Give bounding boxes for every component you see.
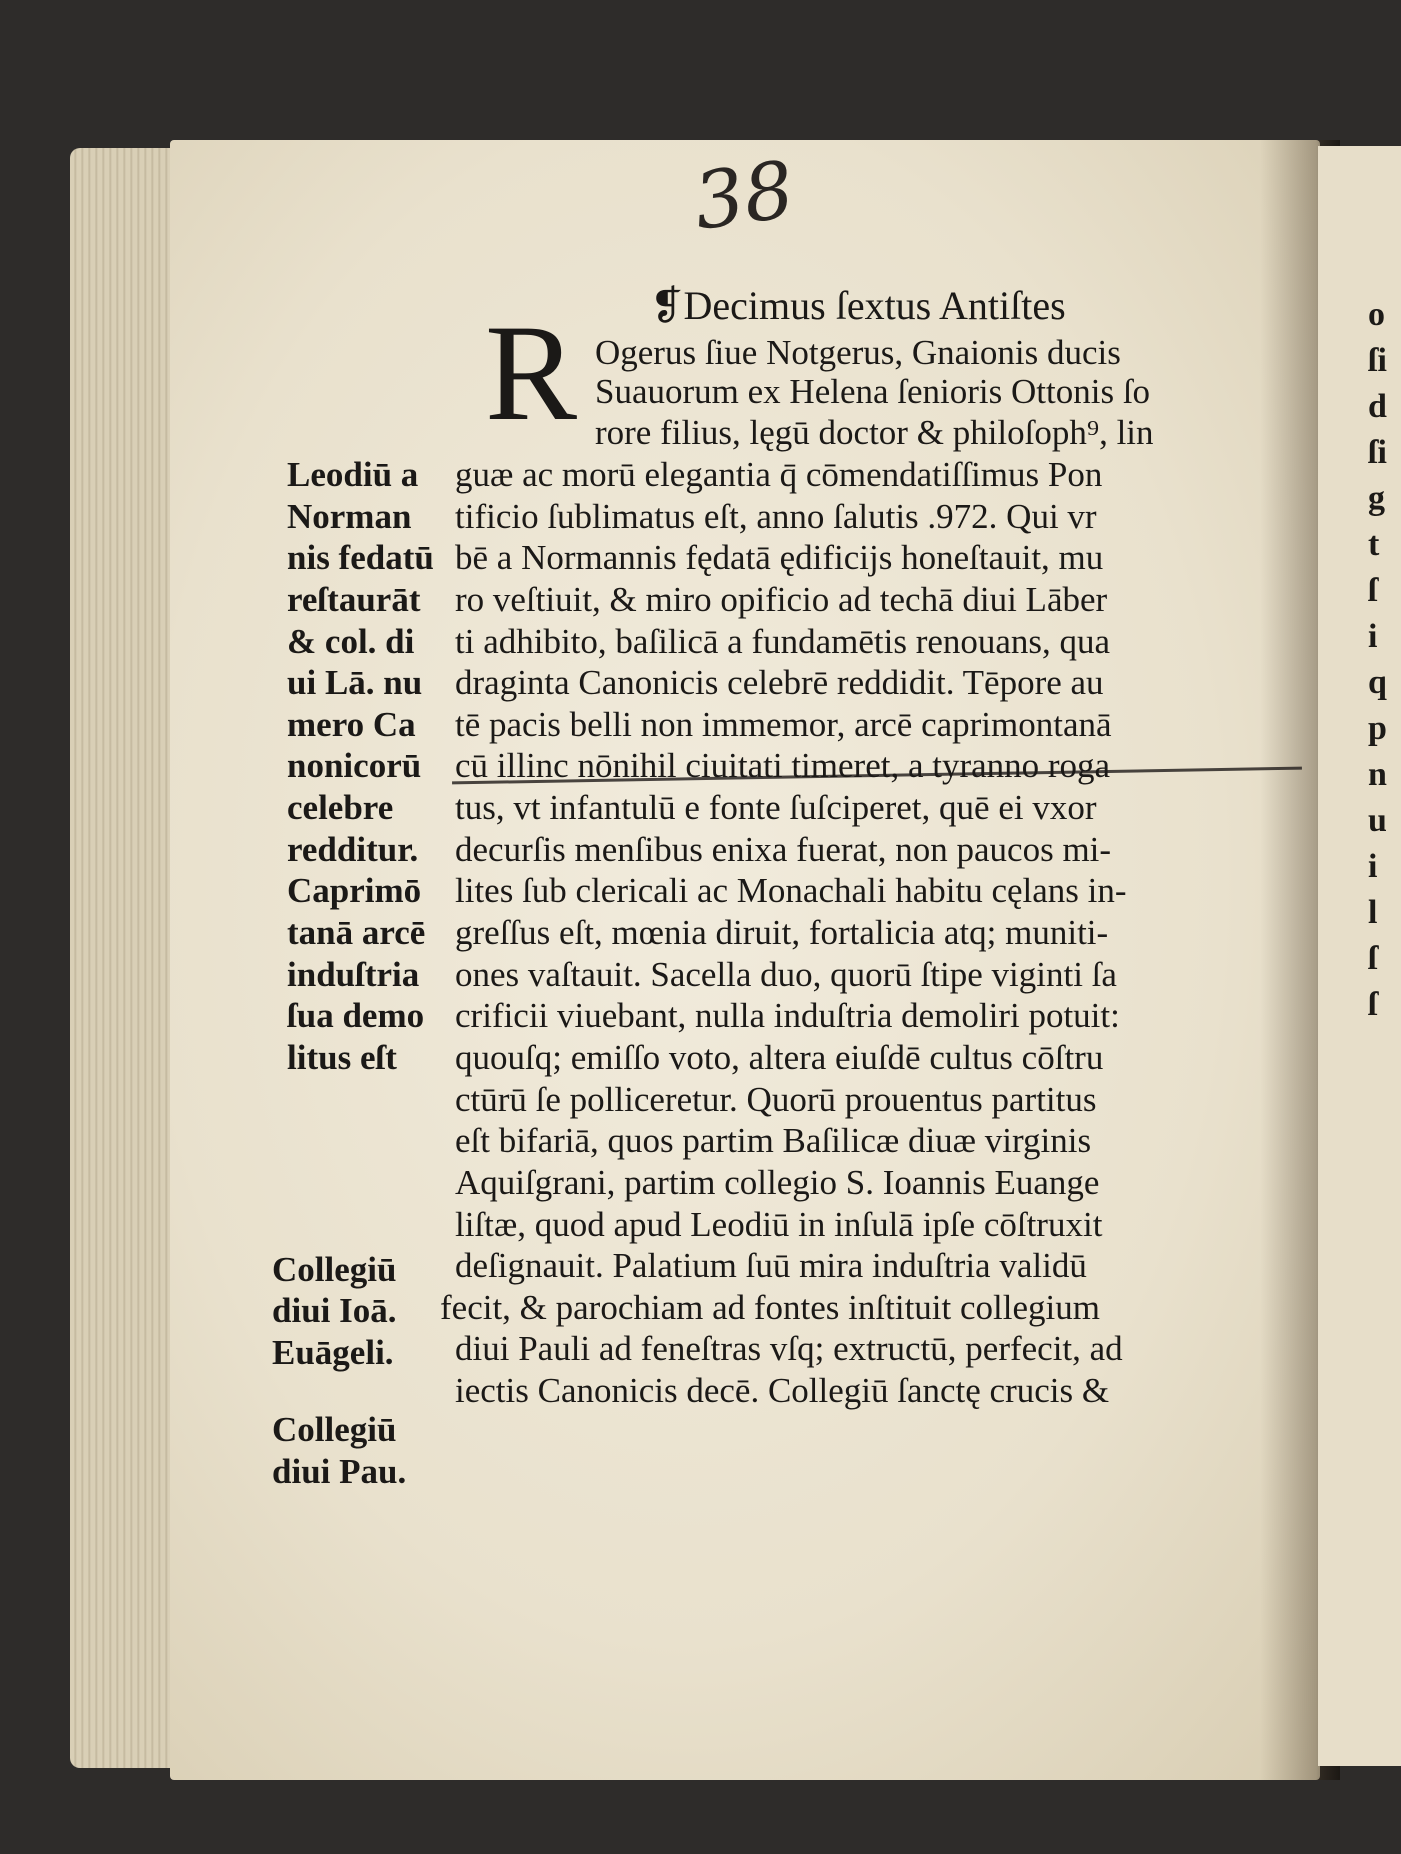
margin-note: Leodiū a <box>287 455 419 494</box>
next-page-fragment: ſi <box>1368 342 1387 379</box>
margin-note: diui Ioā. <box>272 1291 397 1330</box>
margin-note: diui Pau. <box>272 1452 407 1491</box>
margin-note: redditur. <box>287 830 419 869</box>
folio-number: 38 <box>688 145 800 248</box>
text-line: liſtæ, quod apud Leodiū in inſulā ipſe cōſtruxit <box>455 1205 1103 1244</box>
text-line: Suauorum ex Helena ſenioris Ottonis ſo <box>595 372 1151 411</box>
text-line: ti adhibito, baſilicā a fundamētis renouans, qua <box>455 622 1111 661</box>
text-line: deſignauit. Palatium ſuū mira induſtria validū <box>455 1246 1087 1285</box>
margin-note: mero Ca <box>287 705 416 744</box>
margin-note: litus eſt <box>287 1038 397 1077</box>
text-line: quouſq; emiſſo voto, altera eiuſdē cultus cōſtru <box>455 1038 1104 1077</box>
next-page-fragment: g <box>1368 480 1385 517</box>
next-page-fragment: i <box>1368 848 1378 885</box>
margin-note: Collegiū <box>272 1250 397 1289</box>
text-line: crificii viuebant, nulla induſtria demoliri potuit: <box>455 996 1120 1035</box>
next-page-fragment: n <box>1368 756 1387 793</box>
next-page-fragment: l <box>1368 894 1378 931</box>
next-page-fragment: p <box>1368 710 1387 747</box>
margin-note: ſua demo <box>287 996 425 1035</box>
next-page-fragment: d <box>1368 388 1387 425</box>
chapter-heading: ❡Decimus ſextus Antiſtes <box>650 283 1066 328</box>
margin-note: tanā arcē <box>287 913 426 952</box>
text-line: ctūrū ſe polliceretur. Quorū prouentus partitus <box>455 1080 1097 1119</box>
next-page-fragment: ſ <box>1368 940 1378 977</box>
next-page-fragment: ſ <box>1368 986 1378 1023</box>
text-line: greſſus eſt, mœnia diruit, fortalicia atq; muniti- <box>455 913 1109 952</box>
text-line: eſt bifariā, quos partim Baſilicæ diuæ virginis <box>455 1121 1092 1160</box>
text-line: tus, vt infantulū e fonte ſuſciperet, quē ei vxor <box>455 788 1097 827</box>
next-page-fragment: o <box>1368 296 1385 333</box>
text-line: bē a Normannis fędatā ędificijs honeſtauit, mu <box>455 538 1104 577</box>
text-line: rore filius, lęgū doctor & philoſoph⁹, lin <box>595 413 1154 452</box>
margin-note: ui Lā. nu <box>287 663 423 702</box>
text-line: iectis Canonicis decē. Collegiū ſanctę crucis & <box>455 1371 1110 1410</box>
text-line: draginta Canonicis celebrē reddidit. Tēpore au <box>455 663 1104 702</box>
text-line: ro veſtiuit, & miro opificio ad techā diui Lāber <box>455 580 1108 619</box>
margin-note: nonicorū <box>287 746 422 785</box>
next-page-fragment: q <box>1368 664 1387 701</box>
text-line: tificio ſublimatus eſt, anno ſalutis .972. Qui vr <box>455 497 1097 536</box>
margin-note: Norman <box>287 497 412 536</box>
text-line: lites ſub clericali ac Monachali habitu cęlans in- <box>455 871 1127 910</box>
text-line: tē pacis belli non immemor, arcē caprimontanā <box>455 705 1112 744</box>
margin-note: reſtaurāt <box>287 580 421 619</box>
text-line: cū illinc nōnihil ciuitati timeret, a tyranno roga <box>455 746 1111 785</box>
text-line: guæ ac morū elegantia q̄ cōmendatiſſimus Pon <box>455 455 1103 494</box>
margin-note: Collegiū <box>272 1410 397 1449</box>
text-line: fecit, & parochiam ad fontes inſtituit collegium <box>440 1288 1100 1327</box>
next-page-fragment: ſ <box>1368 572 1378 609</box>
next-page-fragment: ſi <box>1368 434 1387 471</box>
next-page-edge <box>1318 146 1401 1766</box>
margin-note: celebre <box>287 788 394 827</box>
text-line: Ogerus ſiue Notgerus, Gnaionis ducis <box>595 333 1121 372</box>
margin-note: & col. di <box>287 622 415 661</box>
next-page-fragment: t <box>1368 526 1380 563</box>
text-line: Aquiſgrani, partim collegio S. Ioannis Euange <box>455 1163 1100 1202</box>
margin-note: nis fedatū <box>287 538 434 577</box>
text-line: diui Pauli ad feneſtras vſq; extructū, perfecit, ad <box>455 1329 1123 1368</box>
text-line: decurſis menſibus enixa fuerat, non paucos mi- <box>455 830 1112 869</box>
margin-note: Euāgeli. <box>272 1333 394 1372</box>
margin-note: Caprimō <box>287 871 422 910</box>
drop-cap: R <box>485 296 578 449</box>
next-page-fragment: u <box>1368 802 1387 839</box>
next-page-fragment: i <box>1368 618 1378 655</box>
text-line: ones vaſtauit. Sacella duo, quorū ſtipe viginti ſa <box>455 955 1117 994</box>
margin-note: induſtria <box>287 955 420 994</box>
